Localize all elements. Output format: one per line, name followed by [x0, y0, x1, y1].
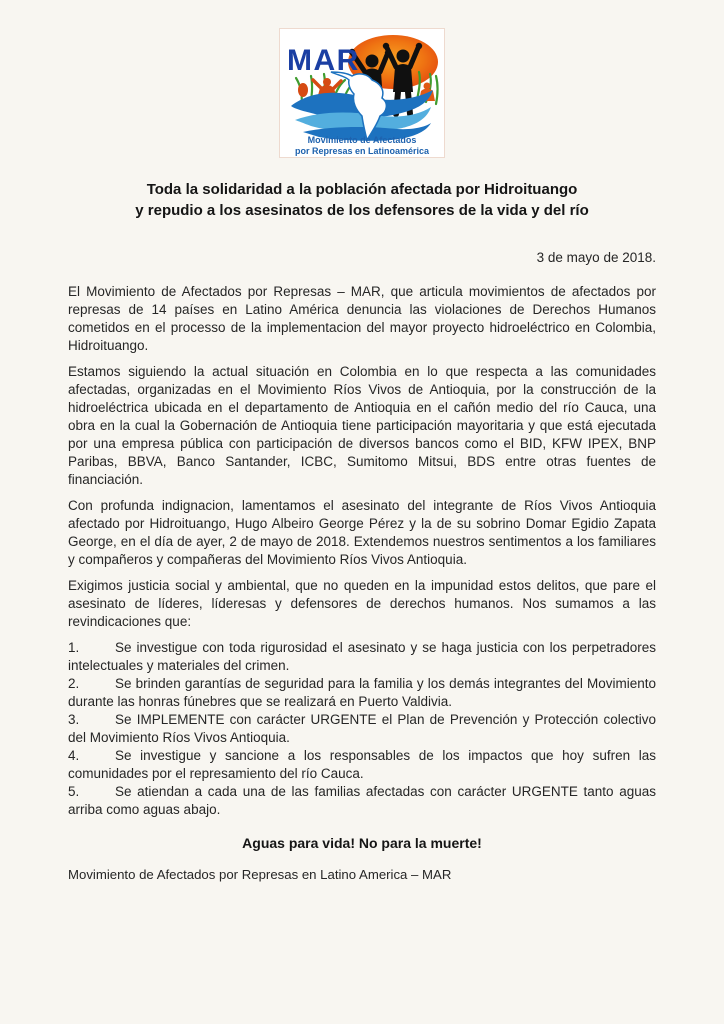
demand-item-1 [68, 639, 656, 675]
document-body [68, 179, 656, 884]
document-title [68, 179, 656, 221]
logo-caption-line1: Movimiento de Afectados [307, 135, 417, 145]
paragraph-intro: El Movimiento de Afectados por Represas – MAR, que articula movimientos de afectados por represas de 14 países en Latino América denuncia las violaciones de Derechos Humanos cometidos en el processo de la implementacion del mayor proyecto hidroeléctrico en Colombia, Hidroituango. [68, 284, 656, 353]
demand-text: Se IMPLEMENTE con carácter URGENTE el Plan de Prevención y Protección colectivo del Movimiento Ríos Vivos Antioquia. [68, 712, 656, 745]
demands-list [68, 639, 656, 819]
demand-item-3 [68, 711, 656, 747]
paragraph-condemnation: Con profunda indignacion, lamentamos el asesinato del integrante de Ríos Vivos Antioquia afectado por Hidroituango, Hugo Albeiro George Pérez y la de su sobrino Domar Egidio Zapata George, en el día de ayer, 2 de mayo de 2018. Extendemos nuestros sentimentos a los familiares y compañeros y compañeras del Movimiento Ríos Vivos Antioquia. [68, 498, 656, 567]
demand-number: 5. [68, 784, 80, 799]
logo-caption-line2: por Represas en Latinoamérica [294, 146, 430, 156]
demand-text: Se investigue con toda rigurosidad el asesinato y se haga justicia con los perpetradores intelectuales y materiales del crimen. [68, 640, 656, 673]
demand-item-5 [68, 783, 656, 819]
demand-text: Se investigue y sancione a los responsables de los impactos que hoy sufren las comunidades por el represamiento del río Cauca. [68, 748, 656, 781]
signature: Movimiento de Afectados por Represas en Latino America – MAR [68, 867, 452, 882]
demand-text: Se brinden garantías de seguridad para la familia y los demás integrantes del Movimiento durante las honras fúnebres que se realizará en Puerto Valdivia. [68, 676, 656, 709]
date-line: 3 de mayo de 2018. [536, 250, 656, 265]
demand-number: 3. [68, 712, 80, 727]
mar-logo [279, 28, 445, 163]
logo-acronym: MAR [287, 44, 360, 77]
demand-number: 1. [68, 640, 80, 655]
slogan: Aguas para vida! No para la muerte! [242, 835, 482, 851]
demand-item-4 [68, 747, 656, 783]
demand-item-2 [68, 675, 656, 711]
title-line-1: Toda la solidaridad a la población afectada por Hidroituango [146, 181, 578, 198]
paragraph-context: Estamos siguiendo la actual situación en Colombia en lo que respecta a las comunidades afectadas, organizadas en el Movimiento Ríos Vivos de Antioquia, por la construcción de la hidroeléctrica ubicada en el departamento de Antioquia en el cañón medio del río Cauca, una obra en la cual la Gobernación de Antioquia tiene participación mayoritaria y que está ejecutada por una empresa pública con participación de diversos bancos como el BID, KFW IPEX, BNP Paribas, BBVA, Banco Santander, ICBC, Sumitomo Mitsui, BDS entre otras fuentes de financiación. [68, 364, 656, 487]
demand-number: 2. [68, 676, 80, 691]
paragraph-demand-intro: Exigimos justicia social y ambiental, que no queden en la impunidad estos delitos, que pare el asesinato de líderes, líderesas y defensores de derechos humanos. Nos sumamos a las revindicaciones que: [68, 578, 656, 629]
mar-logo-image [279, 28, 445, 158]
title-line-2: y repudio a los asesinatos de los defensores de la vida y del río [135, 202, 589, 219]
demand-text: Se atiendan a cada una de las familias afectadas con carácter URGENTE tanto aguas arriba como aguas abajo. [68, 784, 656, 817]
demand-number: 4. [68, 748, 80, 763]
